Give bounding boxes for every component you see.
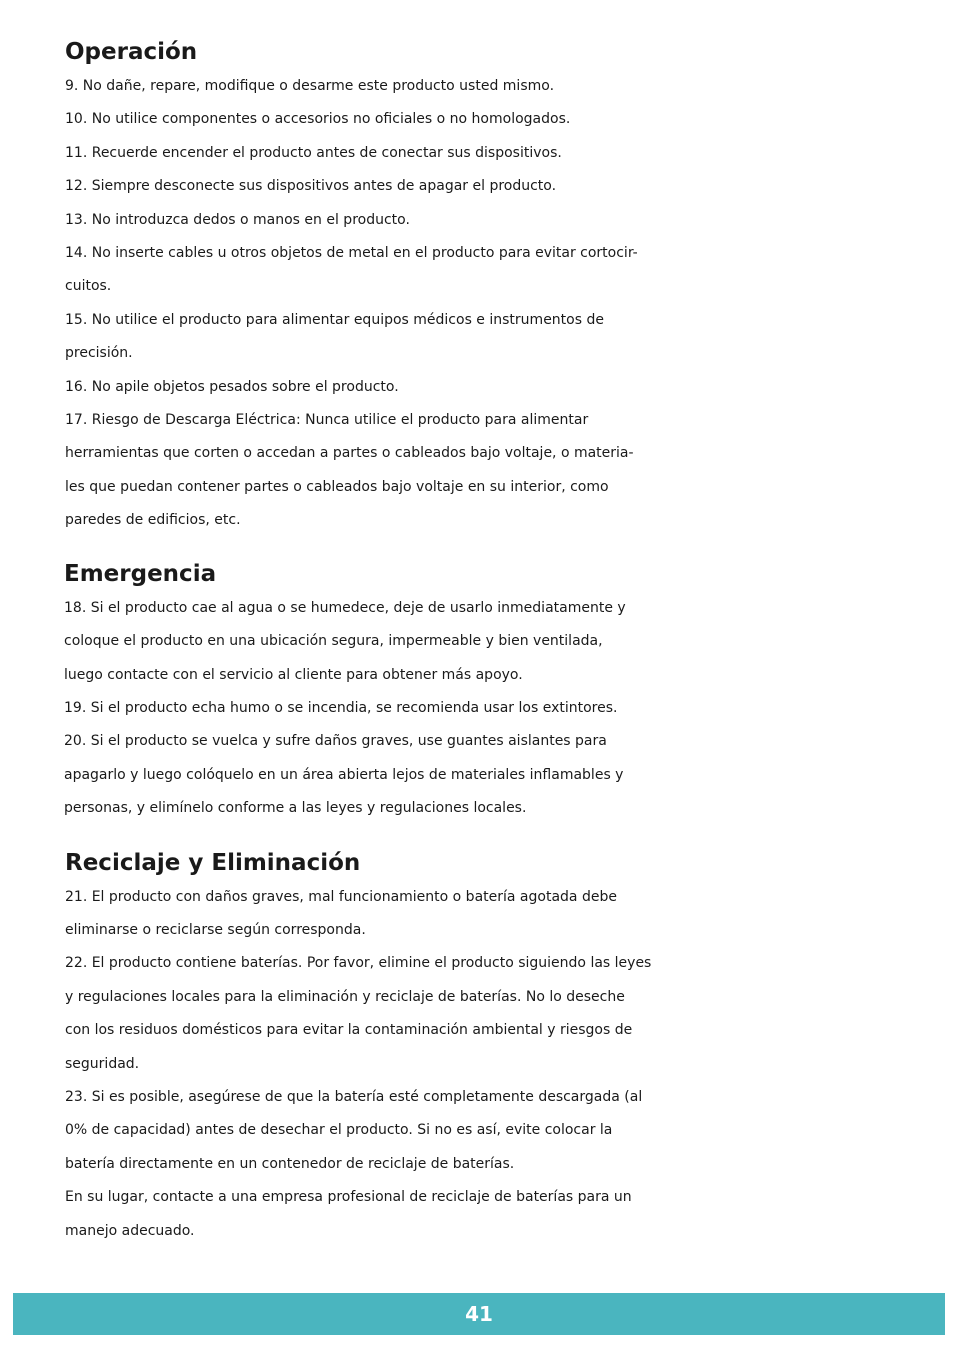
list-item: 11. Recuerde encender el producto antes de conectar sus dispositivos. [65,144,562,161]
section-title: Operación [65,39,198,65]
section-reciclaje [65,847,895,1248]
list-item: 10. No utilice componentes o accesorios no oficiales o no homologados. [65,111,571,128]
list-item: 15. No utilice el producto para alimentar equipos médicos e instrumentos de precisión. [65,311,604,362]
section-operacion [65,36,895,538]
list-item: 16. No apile objetos pesados sobre el producto. [65,378,399,395]
page-number: 41 [465,1302,493,1326]
list-item: 13. No introduzca dedos o manos en el producto. [65,211,410,228]
section-title: Emergencia [64,560,217,587]
list-item: 9. No dañe, repare, modifique o desarme este producto usted mismo. [65,78,555,94]
list-item: 21. El producto con daños graves, mal funcionamiento o batería agotada debe eliminarse o reciclarse según corresponda. [65,888,617,938]
section-emergencia [65,558,895,826]
list-item: 23. Si es posible, asegúrese de que la batería esté completamente descargada (al 0% de capacidad) antes de desechar el producto. Si no es así, evite colocar la batería directamente en un contenedor de reciclaje de baterías. [65,1088,643,1172]
list-item: 18. Si el producto cae al agua o se humedece, deje de usarlo inmediatamente y coloque el producto en una ubicación segura, impermeable y bien ventilada, luego contacte con el servicio al cliente para obtener más apoyo. [64,599,626,683]
list-item: 17. Riesgo de Descarga Eléctrica: Nunca utilice el producto para alimentar herramientas que corten o accedan a partes o cableados bajo voltaje, o materia- les que puedan contener partes o cableados bajo voltaje en su interior, como paredes de edificios, etc. [65,412,634,529]
section-title: Reciclaje y Eliminación [65,849,361,876]
list-item: 12. Siempre desconecte sus dispositivos antes de apagar el producto. [65,178,557,195]
list-item: 20. Si el producto se vuelca y sufre daños graves, use guantes aislantes para apagarlo y luego colóquelo en un área abierta lejos de materiales inflamables y personas, y elimínelo conforme a las leyes y regulaciones locales. [64,733,624,817]
footer-bar [13,1293,945,1335]
list-item: En su lugar, contacte a una empresa profesional de reciclaje de baterías para un manejo adecuado. [65,1189,632,1239]
list-item: 14. No inserte cables u otros objetos de metal en el producto para evitar cortocir- cuitos. [65,245,638,295]
list-item: 19. Si el producto echa humo o se incendia, se recomienda usar los extintores. [64,699,618,716]
list-item: 22. El producto contiene baterías. Por favor, elimine el producto siguiendo las leyes y regulaciones locales para la eliminación y reciclaje de baterías. No lo deseche con los residuos domésticos para evitar la contaminación ambiental y riesgos de seguridad. [65,955,652,1072]
manual-page [65,36,895,1248]
